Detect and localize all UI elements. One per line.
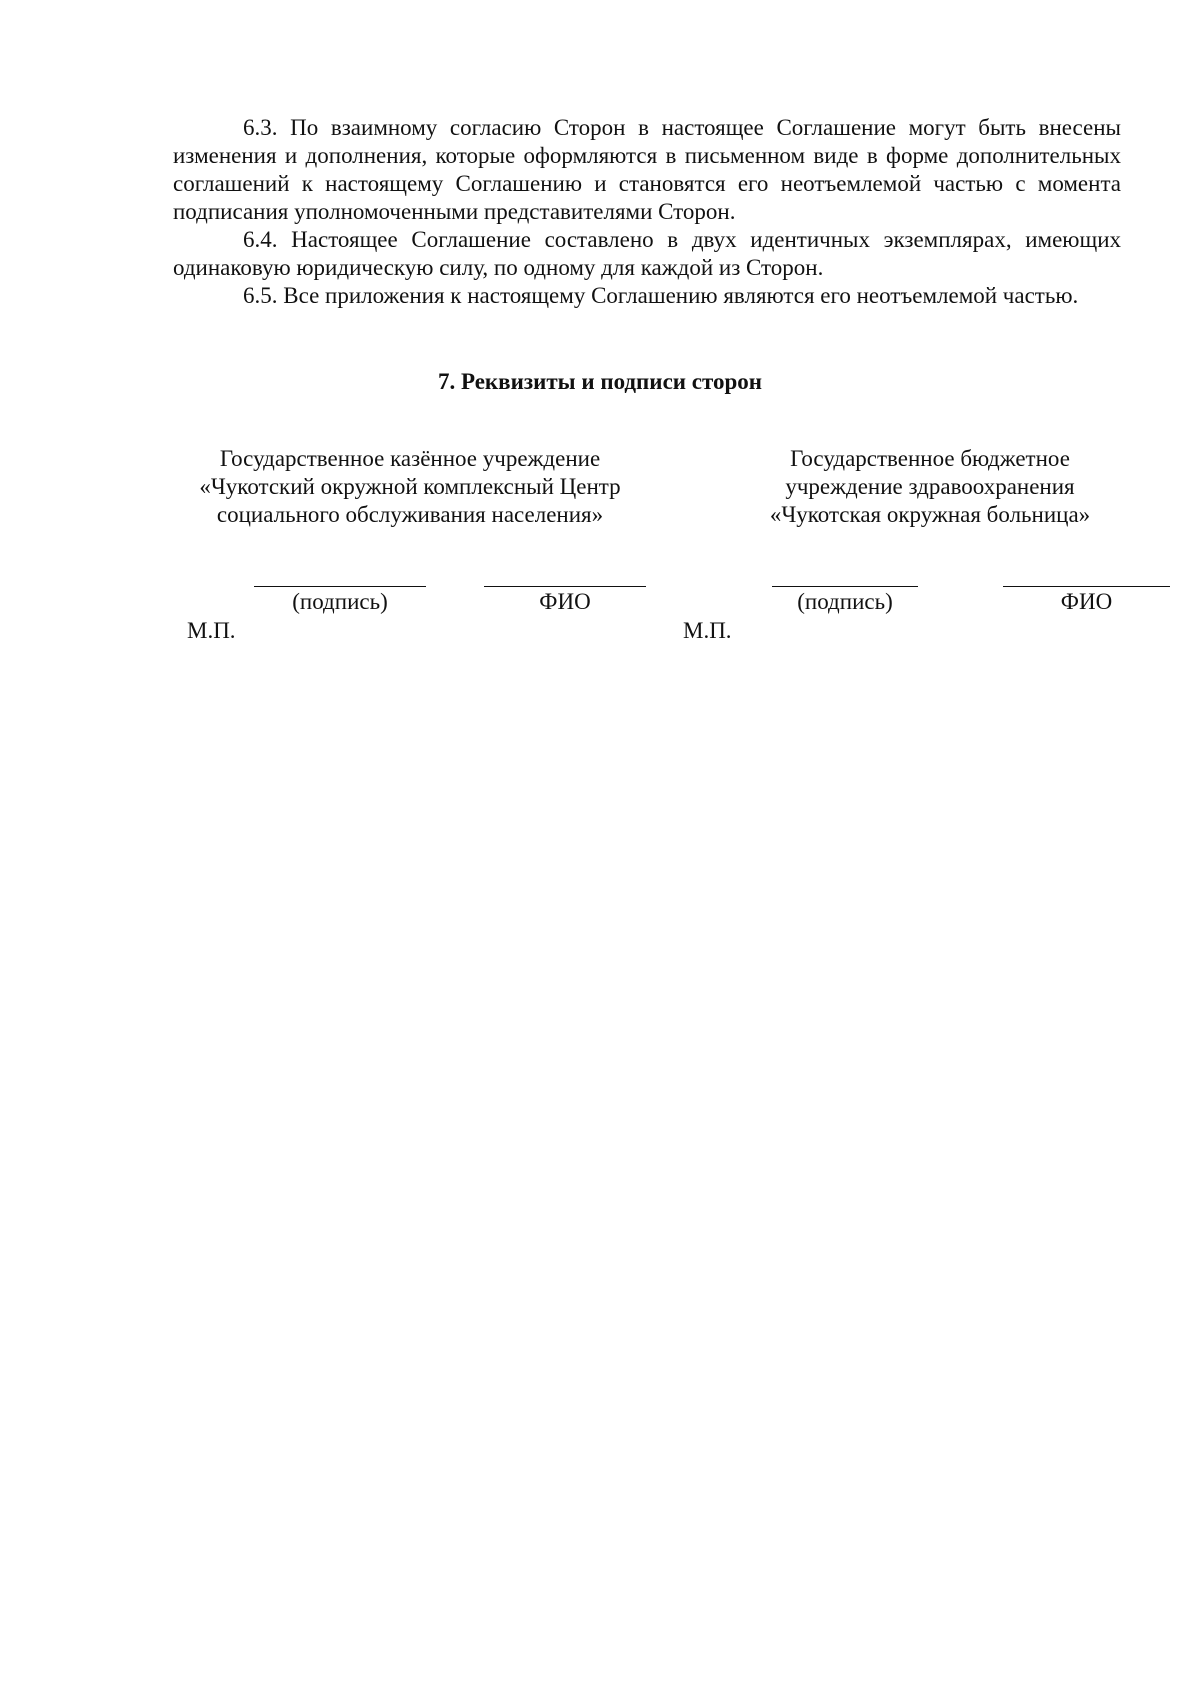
party-2-signature-line xyxy=(772,586,918,587)
party-1-signature-label: (подпись) xyxy=(292,589,388,614)
paragraph-6-5: 6.5. Все приложения к настоящему Соглашению являются его неотъемлемой частью. xyxy=(243,283,1079,308)
party-1-signature-line xyxy=(254,586,426,587)
party-1-line: социального обслуживания населения» xyxy=(216,502,604,527)
party-1-name xyxy=(170,445,650,529)
party-2-name-line xyxy=(1003,586,1170,587)
paragraph-6-4: 6.4. Настоящее Соглашение составлено в двух идентичных экземплярах, имеющих одинаковую юридическую силу, по одному для каждой из Сторон. xyxy=(173,227,1121,280)
party-2-line: «Чукотская окружная больница» xyxy=(769,502,1091,527)
party-2-name xyxy=(720,445,1140,529)
party-2-line: учреждение здравоохранения xyxy=(785,474,1075,499)
party-1-seal-label: М.П. xyxy=(187,618,236,643)
paragraph-6-3: 6.3. По взаимному согласию Сторон в настоящее Соглашение могут быть внесены изменения и дополнения, которые оформляются в письменном виде в форме дополнительных соглашений к настоящему Соглашению и становятся его неотъемлемой частью с момента подписания уполномоченными представителями Сторон. xyxy=(173,115,1121,224)
party-1-line: Государственное казённое учреждение xyxy=(219,446,601,471)
closing-provisions xyxy=(173,114,1121,310)
party-1-name-label: ФИО xyxy=(539,589,591,614)
section-title: 7. Реквизиты и подписи сторон xyxy=(437,369,763,394)
party-1-name-line xyxy=(484,586,646,587)
party-2-seal-label: М.П. xyxy=(683,618,732,643)
party-2-line: Государственное бюджетное xyxy=(790,446,1070,471)
party-2-signature-label: (подпись) xyxy=(797,589,893,614)
party-2-name-label: ФИО xyxy=(1060,589,1113,614)
party-1-line: «Чукотский окружной комплексный Центр xyxy=(199,474,621,499)
